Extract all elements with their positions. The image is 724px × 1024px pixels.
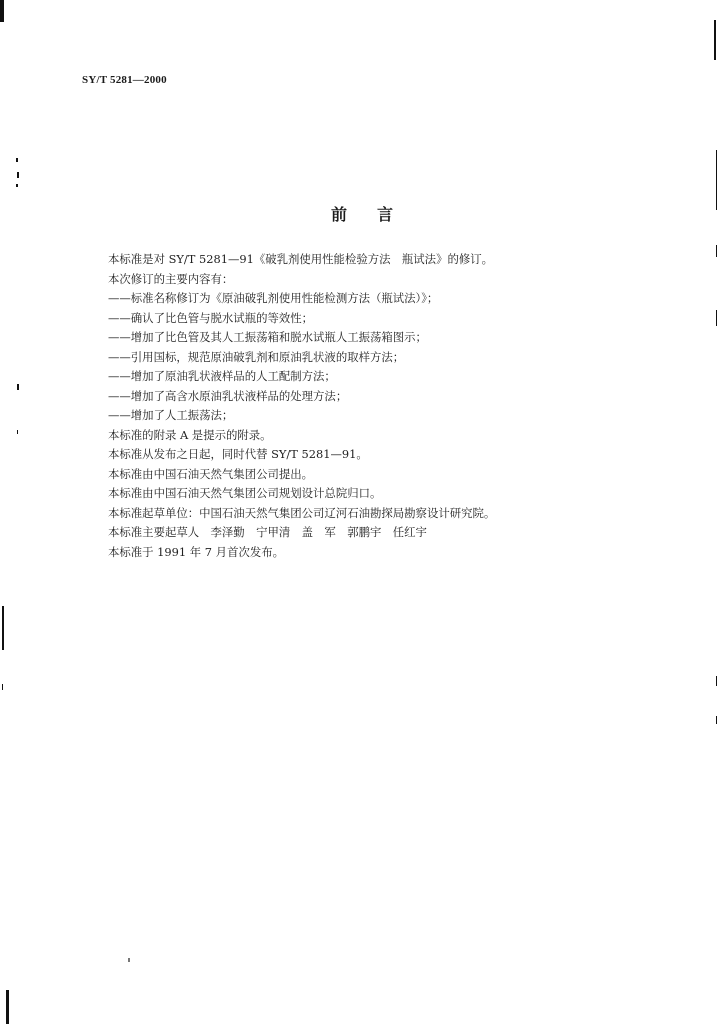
- scan-mark-right-line: [714, 20, 716, 60]
- foreword-body: [108, 250, 668, 562]
- scan-mark-right: [716, 310, 717, 326]
- paragraph-line: 本标准是对 SY/T 5281—91《破乳剂使用性能检验方法 瓶试法》的修订。: [108, 252, 494, 266]
- scan-mark-left: [16, 158, 18, 162]
- scan-mark-left: [16, 184, 18, 187]
- scan-mark-left: [2, 684, 3, 690]
- list-item: ——引用国标，规范原油破乳剂和原油乳状液的取样方法；: [108, 349, 405, 364]
- list-item: ——增加了人工振荡法；: [108, 408, 234, 422]
- scan-mark-right: [716, 676, 717, 686]
- scan-mark-bottom: [128, 958, 130, 962]
- paragraph-line: 本标准于 1991 年 7 月首次发布。: [108, 544, 285, 559]
- scan-mark-top-left: [0, 0, 4, 22]
- paragraph-line: 本标准从发布之日起，同时代替 SY/T 5281—91。: [108, 447, 368, 461]
- scan-mark-left: [17, 430, 18, 434]
- title-char-1: 前: [330, 205, 347, 224]
- paragraph-line: 本标准由中国石油天然气集团公司提出。: [108, 466, 314, 481]
- paragraph-line: 本标准的附录 A 是提示的附录。: [108, 427, 272, 442]
- paragraph-line: 本标准主要起草人 李泽勤 宁甲清 盖 军 郭鹏宇 任红宇: [108, 525, 427, 539]
- scan-mark-right-line: [716, 150, 717, 210]
- list-item: ——确认了比色管与脱水试瓶的等效性；: [108, 310, 314, 325]
- scan-mark-left-line: [2, 606, 4, 650]
- standard-code: SY/T 5281—2000: [82, 74, 167, 86]
- paragraph-line: 本次修订的主要内容有：: [108, 271, 234, 286]
- scan-mark-right: [716, 716, 717, 724]
- paragraph-line: 本标准由中国石油天然气集团公司规划设计总院归口。: [108, 486, 382, 500]
- list-item: ——增加了高含水原油乳状液样品的处理方法；: [108, 388, 348, 403]
- page-title: [0, 202, 724, 225]
- scan-mark-left: [17, 384, 19, 390]
- list-item: ——增加了原油乳状液样品的人工配制方法；: [108, 369, 336, 383]
- list-item: ——增加了比色管及其人工振荡箱和脱水试瓶人工振荡箱图示；: [108, 330, 427, 344]
- list-item: ——标准名称修订为《原油破乳剂使用性能检测方法（瓶试法）》；: [108, 291, 439, 305]
- scan-mark-left: [17, 172, 19, 178]
- title-char-2: 言: [377, 205, 394, 224]
- scan-mark-bottom-left: [6, 990, 9, 1024]
- paragraph-line: 本标准起草单位：中国石油天然气集团公司辽河石油勘探局勘察设计研究院。: [108, 505, 496, 520]
- scan-mark-right: [716, 245, 717, 257]
